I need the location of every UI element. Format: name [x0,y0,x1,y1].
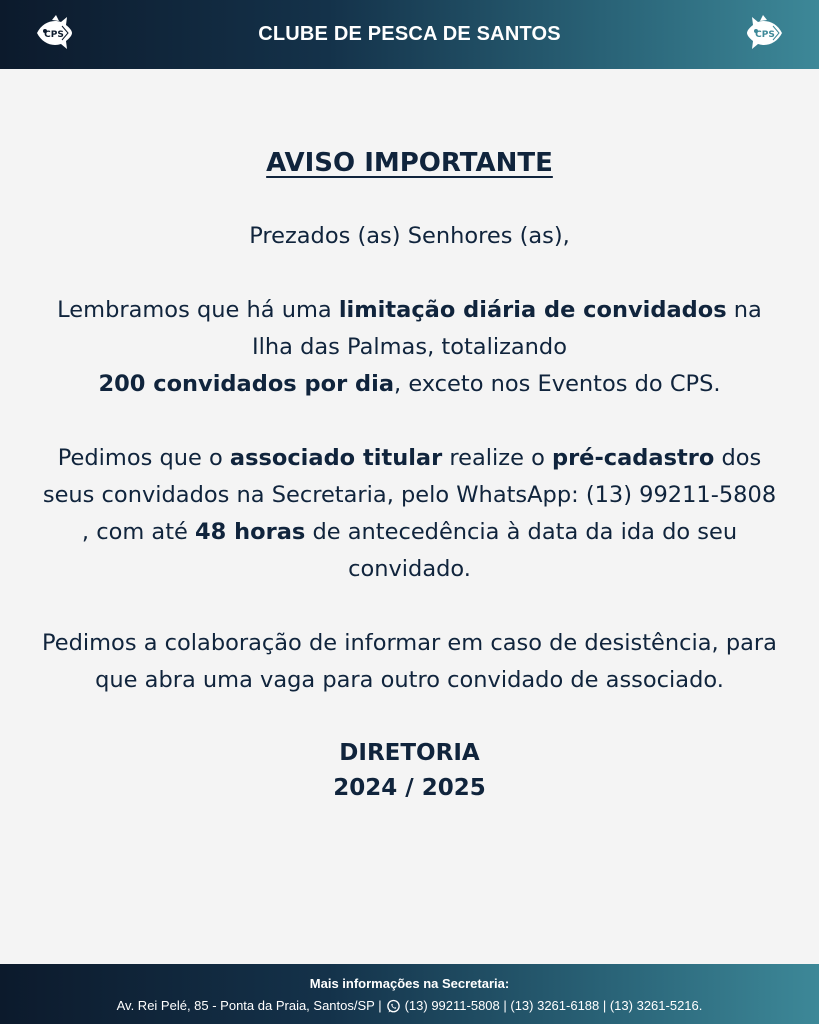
paragraph-pre-registration [40,440,779,588]
text-segment: na Ilha das Palmas, totalizando [252,297,762,360]
notice-body [40,148,779,806]
text-segment: de antecedência à data da ida do seu convidado. [305,519,738,582]
text-segment: realize o [442,445,552,471]
text-segment: Pedimos que o [57,445,230,471]
notice-title: AVISO IMPORTANTE [266,148,553,178]
text-segment: , exceto nos Eventos do CPS. [394,371,721,397]
greeting: Prezados (as) Senhores (as), [249,223,570,249]
footer-bar [0,964,819,1024]
text-segment: dos seus convidados na Secretaria, pelo WhatsApp: (13) 99211-5808 , com até [42,445,777,545]
emphasis-200-guests: 200 convidados por dia [98,371,395,397]
paragraph-guest-limit [40,292,779,403]
whatsapp-icon [386,999,401,1014]
fish-logo-icon [34,14,74,52]
svg-text:CPS: CPS [755,30,775,40]
emphasis-48-hours: 48 horas [195,519,306,545]
emphasis-titular: associado titular [229,445,443,471]
emphasis-pre-cadastro: pré-cadastro [551,445,715,471]
svg-text:CPS: CPS [44,30,64,40]
footer-title: Mais informações na Secretaria: [309,976,510,991]
paragraph-cancellation: Pedimos a colaboração de informar em caso de desistência, para que abra uma vaga para outro convidado de associado. [42,630,777,693]
club-name: CLUBE DE PESCA DE SANTOS [258,23,561,45]
footer-address: Av. Rei Pelé, 85 - Ponta da Praia, Santos/SP | [116,998,382,1013]
signature-term: 2024 / 2025 [333,775,486,801]
emphasis-daily-limit: limitação diária de convidados [338,297,727,323]
footer-contact-line [0,997,819,1015]
header-bar [0,0,819,69]
text-segment: Lembramos que há uma [57,297,339,323]
fish-logo-icon [745,14,785,52]
footer-phones: (13) 99211-5808 | (13) 3261-6188 | (13) 3261-5216. [404,998,703,1013]
signature-board: DIRETORIA [339,740,480,766]
